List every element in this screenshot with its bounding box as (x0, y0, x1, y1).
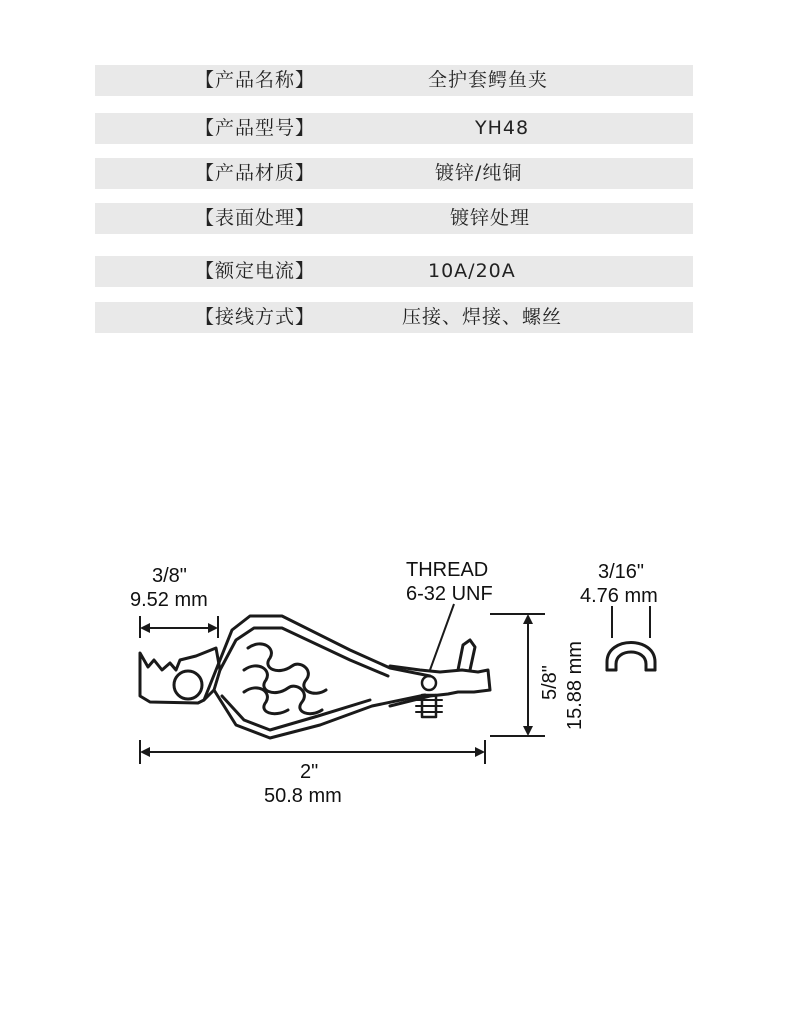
spec-value: 压接、焊接、螺丝 (402, 306, 563, 328)
spec-value: YH48 (475, 117, 530, 139)
length-mm-label: 50.8 mm (264, 785, 342, 807)
spec-label: 【产品型号】 (195, 117, 316, 139)
opening-inch-label: 3/16" (598, 561, 645, 583)
spec-label: 【表面处理】 (195, 207, 316, 229)
spec-value: 镀锌处理 (450, 207, 531, 229)
thread-spec-label: 6-32 UNF (406, 583, 493, 605)
spec-row-surface (95, 203, 693, 234)
spec-row-material (95, 158, 693, 189)
dimension-labels (130, 559, 658, 807)
spec-label: 【额定电流】 (195, 260, 316, 282)
thread-label: THREAD (406, 559, 489, 581)
spec-value: 10A/20A (428, 260, 516, 282)
spec-row-model (95, 113, 693, 144)
spec-label: 【产品材质】 (195, 162, 316, 184)
spec-row-name (95, 65, 693, 96)
alligator-clip-dimension-drawing (0, 520, 790, 820)
jaw-width-mm-label: 9.52 mm (130, 589, 208, 611)
height-inch-label: 5/8" (539, 665, 561, 700)
spec-row-wiring (95, 302, 693, 333)
spec-label: 【接线方式】 (195, 306, 316, 328)
spec-value: 全护套鳄鱼夹 (428, 69, 549, 91)
spec-value: 镀锌/纯铜 (435, 162, 523, 184)
length-inch-label: 2" (300, 761, 319, 783)
jaw-width-inch-label: 3/8" (152, 565, 187, 587)
opening-mm-label: 4.76 mm (580, 585, 658, 607)
spec-row-current (95, 256, 693, 287)
spec-label: 【产品名称】 (195, 69, 316, 91)
height-mm-label: 15.88 mm (564, 641, 586, 730)
